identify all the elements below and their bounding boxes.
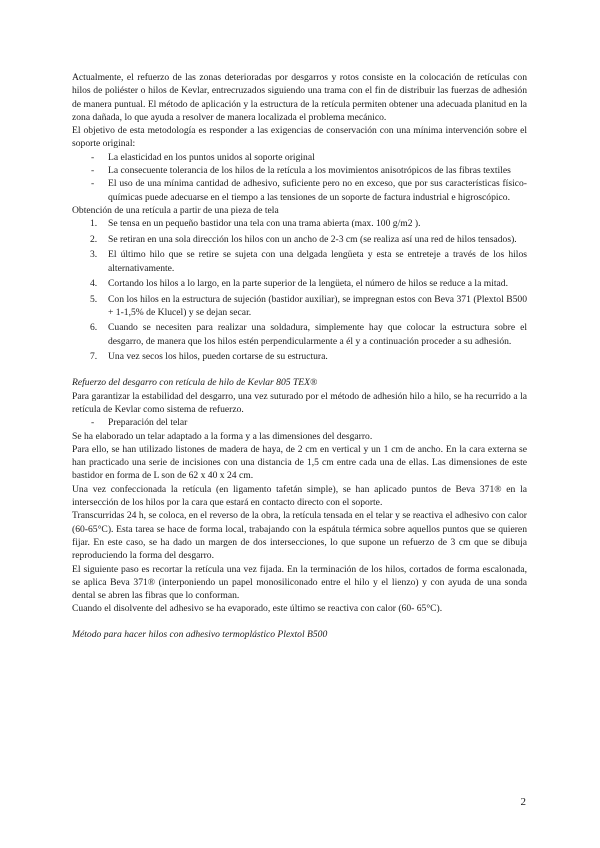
page-number: 2	[520, 796, 526, 808]
step-text: Cuando se necesiten para realizar una soldadura, simplemente hay que colocar la estructura sobre el desgarro, de manera que los hilos estén perpendicularmente a él y a continuación proceder a su adhesión.	[108, 322, 527, 347]
step-item	[72, 248, 527, 275]
step-text: Se tensa en un pequeño bastidor una tela con una trama abierta (max. 100 g/m2 ).	[108, 218, 421, 230]
paragraph: Una vez confeccionada la retícula (en ligamento tafetán simple), se han aplicado puntos de Beva 371® en la intersección de los hilos por la cara que estará en contacto directo con el soporte.	[72, 483, 527, 509]
step-item	[72, 321, 527, 348]
section-heading: Refuerzo del desgarro con retícula de hilo de Kevlar 805 TEX®	[72, 377, 318, 389]
paragraph: Se ha elaborado un telar adaptado a la forma y a las dimensiones del desgarro.	[72, 430, 373, 442]
step-number: 1.	[90, 218, 98, 230]
step-number: 5.	[90, 293, 98, 305]
procedure-steps	[72, 217, 527, 363]
paragraph: El siguiente paso es recortar la retícula una vez fijada. En la terminación de los hilos, cortados de forma escalonada, se aplica Beva 371® (interponiendo un papel monosiliconado entre el hilo y el lienzo) y con ayuda de una sonda dental se abren las fibras que lo conforman.	[72, 563, 527, 602]
step-item	[72, 233, 527, 246]
step-number: 2.	[90, 233, 98, 245]
body-text	[72, 71, 527, 641]
paragraph: Para ello, se han utilizado listones de madera de haya, de 2 cm en vertical y un 1 cm de ancho. En la cara externa se han practicado una serie de incisiones con una distancia de 1,5 cm entre cada una de ellas. Las dimensiones de este bastidor en forma de L son de 62 x 40 x 24 cm.	[72, 443, 527, 482]
step-text: Una vez secos los hilos, pueden cortarse de su estructura.	[108, 351, 328, 363]
step-item	[72, 293, 527, 320]
step-text: Cortando los hilos a lo largo, en la parte superior de la lengüeta, el número de hilos se reduce a la mitad.	[108, 278, 508, 290]
step-number: 6.	[90, 322, 98, 334]
step-text: El último hilo que se retire se sujeta con una delgada lengüeta y esta se entreteje a través de los hilos alternativamente.	[108, 249, 527, 274]
list-item: - La elasticidad en los puntos unidos al soporte original	[72, 151, 527, 164]
intro-paragraph: Actualmente, el refuerzo de las zonas deterioradas por desgarros y rotos consiste en la colocación de retículas con hilos de poliéster o hilos de Kevlar, entrecruzados siguiendo una trama con el fin de distribuir las fuerzas de adhesión de manera puntual. El método de aplicación y la estructura de la retícula permiten obtener una adecuada planitud en la zona dañada, lo que ayuda a resolver de manera localizada el problema mecánico.	[72, 72, 527, 123]
list-item: - Preparación del telar	[72, 416, 527, 429]
step-text: Con los hilos en la estructura de sujeción (bastidor auxiliar), se impregnan estos con Beva 371 (Plextol B500 + 1-1,5% de Klucel) y se dejan secar.	[108, 293, 527, 318]
section-paragraph: Para garantizar la estabilidad del desgarro, una vez suturado por el método de adhesión hilo a hilo, se ha recurrido a la retícula de Kevlar como sistema de refuerzo.	[72, 390, 527, 415]
step-text: Se retiran en una sola dirección los hilos con un ancho de 2-3 cm (se realiza así una red de hilos tensados).	[108, 233, 517, 245]
objective-paragraph: El objetivo de esta metodología es responder a las exigencias de conservación con una mínima intervención sobre el soporte original:	[72, 125, 527, 150]
list-item: - La consecuente tolerancia de los hilos de la retícula a los movimientos anisotrópicos de las fibras textiles	[72, 164, 527, 177]
step-number: 7.	[90, 351, 98, 363]
section-list	[72, 416, 527, 429]
procedure-title: Obtención de una retícula a partir de una pieza de tela	[72, 204, 279, 216]
next-section-heading: Método para hacer hilos con adhesivo termoplástico Plextol B500	[72, 628, 328, 640]
list-item: - El uso de una mínima cantidad de adhesivo, suficiente pero no en exceso, que por sus características físico-químicas puede adecuarse en el tiempo a las tensiones de un soporte de factura industrial e higroscópico.	[72, 177, 527, 204]
paragraph: Cuando el disolvente del adhesivo se ha evaporado, este último se reactiva con calor (60- 65°C).	[72, 603, 443, 615]
objective-list	[72, 151, 527, 204]
step-item	[72, 350, 527, 363]
step-number: 4.	[90, 278, 98, 290]
step-item	[72, 217, 527, 230]
step-number: 3.	[90, 249, 98, 261]
paragraph: Transcurridas 24 h, se coloca, en el reverso de la obra, la retícula tensada en el telar y se reactiva el adhesivo con calor (60-65°C). Esta tarea se hace de forma local, trabajando con la espátula térmica sobre aquellos puntos que se quieren fijar. En este caso, se ha dado un margen de dos intersecciones, lo que supone un refuerzo de 3 cm que se dibuja reproduciendo la forma del desgarro.	[72, 510, 527, 562]
step-item	[72, 277, 527, 290]
